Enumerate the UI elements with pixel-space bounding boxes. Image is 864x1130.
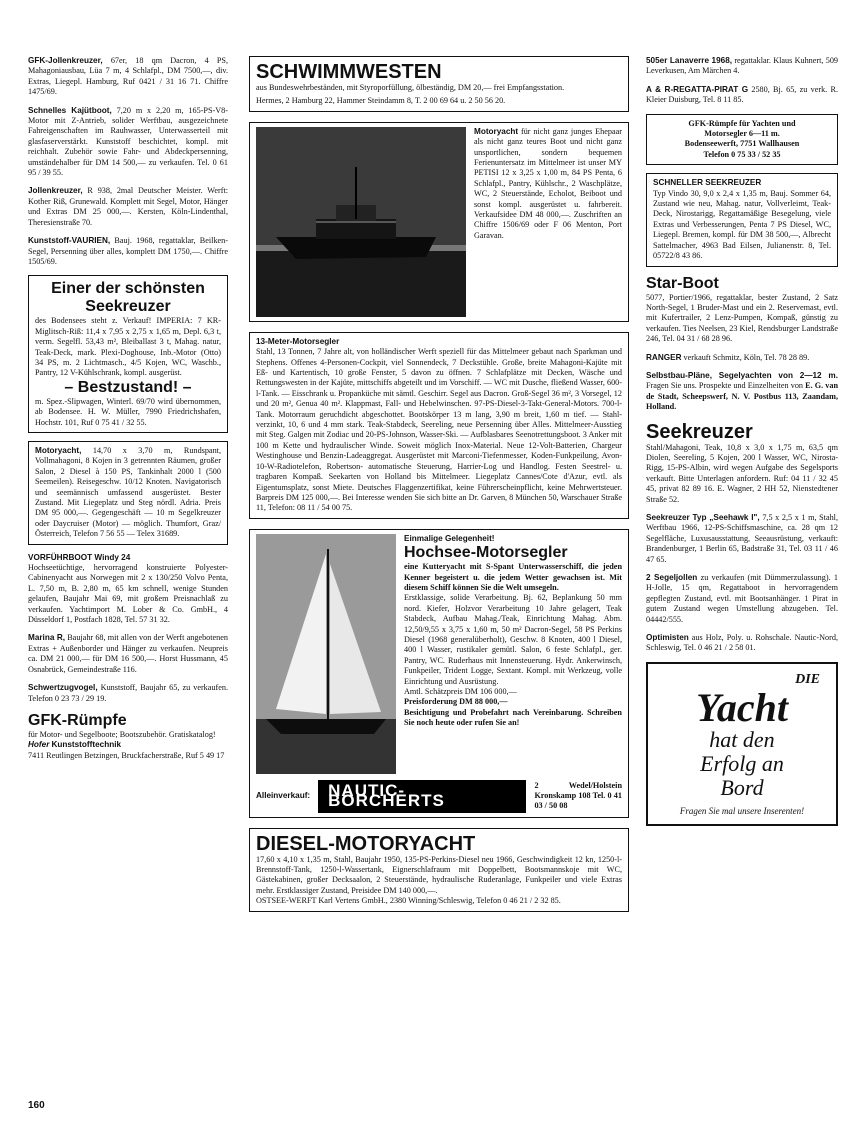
ad-text: 17,60 x 4,10 x 1,35 m, Stahl, Baujahr 1950, 135-PS-Perkins-Diesel neu 1966, Geschwindigkeit 12 kn, 1250-l-Brennstoff-Tank, 1250-l-Wassertank, Eignerschlafraum mit Doppelbett, Bootsmannskoje mit WC, Gästekabinen, großer Decksaalon, 2 Steuerstände, hydraulische Ruderanlage, Funkpeiler und viele Extras mehr. Erstklassiger Zustand, Preisidee DM 140 000,—. bbox=[256, 854, 622, 895]
ad-text: für nicht ganz junges Ehepaar als nicht ganz teures Boot und nicht ganz unsportlichen, sondern bequemen Ferienuntersatz im Mittelmeer ist unser MY PETISI 12 x 3,25 x 1,00 m, 84 PS Penta, 6 Schlafpl., Pantry, Kühlschr., 2 Waschplätze, WC, 2 Steuerstände, Echolot, Beiboot und sonst kompl. ausgerüstet u. fahrbereit. Verkaufsidee DM 48 000,—. Zuschriften an Chiffre 1506/69 oder F 06 Menton, Port Garavan. bbox=[474, 126, 622, 240]
ad-text: m. Spez.-Slipwagen, Winterl. 69/70 wird übernommen, ab Bodensee. H. W. Müller, 7990 Friedrichshafen, Hochstr. 101, Ruf 0 75 41 / 32 55. bbox=[35, 396, 221, 427]
ad-head: SCHNELLER SEEKREUZER bbox=[653, 178, 762, 188]
ad-schoensten-seekreuzer bbox=[28, 275, 228, 433]
ad-text: 2580, Bj. 65, zu verk. R. Kleier Duisburg, Tel. 8 11 85. bbox=[646, 84, 839, 105]
seller-label: Alleinverkauf: bbox=[256, 790, 311, 800]
ad-address: 7411 Reutlingen Betzingen, Bruckfacherstraße, Ruf 5 49 17 bbox=[28, 750, 225, 760]
ad-line: GFK-Rümpfe für Yachten und bbox=[688, 118, 796, 128]
nautic-boerchertslogo: NAUTIC-BÖRCHERTS bbox=[318, 780, 526, 813]
ad-company: E. G. van de Stadt, Scheepswerf, N. V. Postbus 113, Zaandam, Holland. bbox=[646, 381, 838, 412]
ad-contact: OSTSEE-WERFT Karl Vertens GmbH., 2380 Winning/Schleswig, Telefon 0 46 21 / 2 32 85. bbox=[256, 896, 561, 906]
ad-schneller-seekreuzer bbox=[646, 173, 838, 266]
ad-gfk-yacht bbox=[646, 114, 838, 166]
company-name: Kunststofftechnik bbox=[51, 740, 122, 750]
ad-text: R 938, 2mal Deutscher Meister. Werft: Kother Riß, Grunewald. Komplett mit Segel, Motor, Hänger und Extras DM 25 000,—. Kersten, Köln-Lindenthal, Theresienstraße 70. bbox=[28, 186, 228, 227]
ad-head: Kunststoff-VAURIEN, bbox=[28, 236, 111, 246]
motor-yacht-image bbox=[256, 127, 466, 317]
ad-line: Telefon 0 75 33 / 52 35 bbox=[703, 149, 781, 159]
ad-text: 14,70 x 3,70 m, Rundspant, Vollmahagoni, 8 Kojen in 3 getrennten Räumen, großer Salon, 2 Diesel à 150 PS, Tankinhalt 2000 l (500 Seemeilen). Reisegeschw. 10/12 Knoten. Navigatorisch und seemännisch umfassend ausgerüstet. Bester Zustand. Mit Liegeplatz und Steg nördl. Adria. Preis DM 95 000,—. Gegengeschäft — 10 m Segelkreuzer oder Daycruiser (Motor) — möglich. Thumfort, Graz/Österreich, Telefon 7 56 55 — Telex 31689. bbox=[35, 445, 221, 539]
seller-address: 2 Wedel/Holstein Kronskamp 108 Tel. 0 41 03 / 50 08 bbox=[534, 780, 622, 811]
ad-title: DIESEL-MOTORYACHT bbox=[256, 832, 476, 855]
ad-title: Star-Boot bbox=[646, 274, 719, 292]
ad-text: aus Holz, Poly. u. Rohschale. Nautic-Nord, Schleswig, Tel. 0 46 21 / 2 58 01. bbox=[646, 633, 839, 653]
ad-selbstbau bbox=[646, 371, 838, 413]
brand-logo: Hofer bbox=[28, 740, 50, 750]
ad-head: Marina R, bbox=[28, 633, 66, 643]
ad-head: VORFÜHRBOOT Windy 24 bbox=[28, 552, 131, 562]
promo-yacht-wordmark: Yacht bbox=[696, 684, 788, 730]
ad-ranger bbox=[646, 353, 838, 363]
ad-price: Amtl. Schätzpreis DM 106 000,— bbox=[404, 687, 517, 696]
ad-head: 2 Segeljollen bbox=[646, 573, 698, 583]
ad-head: Schwertzugvogel, bbox=[28, 683, 98, 693]
ad-contact: Hermes, 2 Hamburg 22, Hammer Steindamm 8, T. 2 00 69 64 u. 2 50 56 20. bbox=[256, 96, 506, 106]
ad-text: aus Bundeswehrbeständen, mit Styroporfüllung, ölbeständig, DM 20,— frei Empfangsstation. bbox=[256, 83, 565, 92]
ad-schwimmwesten bbox=[249, 56, 629, 112]
ad-text: regattaklar. Klaus Kuhnert, 509 Leverkusen, Am Märchen 4. bbox=[646, 56, 839, 76]
ad-title: Einer der schönsten bbox=[51, 280, 205, 298]
yacht-photo bbox=[256, 127, 466, 317]
die-yacht-promo bbox=[646, 662, 838, 826]
ad-title: Seekreuzer bbox=[646, 420, 753, 443]
ad-optimisten bbox=[646, 633, 838, 654]
ad-gfk-ruempfe bbox=[28, 712, 228, 761]
ad-text: Hochseetüchtige, hervorragend konstruierte Polyester-Cabinenyacht aus Norwegen mit 2 x 130/250 Volvo Penta, L. 7,50 m, B. 2,80 m, 65 km schnell, wenige Stunden gelaufen, Baujahr Mai 69, mit großem Preisnachlaß zu verkaufen. Yachtimport M. Lober & Co. GmbH., 4 Düsseldorf 1, Postfach 1828, Tel. 57 31 32. bbox=[28, 563, 228, 625]
ad-head: A & R-REGATTA-PIRAT G bbox=[646, 84, 749, 94]
ad-head: Schnelles Kajütboot, bbox=[28, 105, 112, 115]
ad-text: Stahl, 13 Tonnen, 7 Jahre alt, von holländischer Werft speziell für das Mittelmeer gebaut nach Sparkman und Stephens. Offenes 4-Personen-Cockpit, viel Sonnendeck, 7 Deckstühle. Große, breite Mahagoni-Kajüte mit Eß- und Kartentisch, 10 große Fenster, 5 davon zu öffnen. 7 Schlafplätze mit Decken, Wäsche und Rettungswesten in der Kajüte, mittschiffs abgeteilt und im Vorschiff. — WC mit Dusche, fließend Wasser, 600-l-Tank. — Eisschrank u. Propanküche mit sämtl. Geschirr. Segel aus Dacron. Groß-Segel 36 m², 3 Vorsegel, 12 und 20 m², Genua 40 m². Klappmast, Fall- und Hebelwinschen. 97-PS-Diesel-3-Takt-General-Motors. 700-l-Tank. Motorraum geruchdicht abgeschottet. Bootskörper 13 m lang, 3,90 m breit, 1,60 m tief. — Stahl-verzinkt, 10, 6 und 4 mm stark. Teak-Stabdeck, Seereling, neue Persenning über Alles. Mittelmeer-Ausstieg mit Steg. Galgen mit Zodiac und 20-PS-Johnson, Wasser-Ski. — Aufblasbares Seenotrettungsboot. 3 Anker mit 100 m Kette und hydraulischer Winde. Soweit möglich Inox-Material. Neue 12-Volt-Batterien, Chargeur Westinghouse und Benzin-Ladeaggregat. Ausgerüstet mit Marconi-Tiefenmesser, Koden-Funkpeilung, Avon-10-W-Radiotelefon, Robertson- automatische Steuerung, Harrier-Log und Handlog. Festen Seestrel- u. tragbaren Kompaß. Seekarten von Holland bis Mittelmeer. Liegeplatz Cannes/Cote d'Azur, evtl. als Eigentumsplatz, sonst Miete. Deutsches Flaggenzertifikat, keine Führerscheinpflicht, keine Mehrwertsteuer. Barpreis DM 125 000,—. Bei Interesse wenden Sie sich bitte an Dr. Garven, 8 München 50, Warschauer Straße 11, Telefon: 08 11 / 54 00 75. bbox=[256, 347, 622, 513]
promo-line: Bord bbox=[720, 774, 764, 800]
ad-kicker: Einmalige Gelegenheit! bbox=[404, 533, 495, 543]
ad-regatta-pirat bbox=[646, 85, 838, 106]
ad-head: Optimisten bbox=[646, 633, 689, 643]
ad-title: GFK-Rümpfe bbox=[28, 711, 127, 729]
ad-head: 13-Meter-Motorsegler bbox=[256, 336, 340, 346]
ad-13-meter-motorsegler bbox=[249, 332, 629, 519]
ad-star-boot bbox=[646, 275, 838, 345]
ad-segeljollen bbox=[646, 573, 838, 625]
ad-text: 7,5 x 2,5 x 1 m, Stahl, Werftbau 1966, 12-PS-Schiffsmaschine, ca. 28 qm 12 Segelfläche, Luxusausstattung, Seeausrüstung, verkauft: Brandenburger, 1 Berlin 65, Badstraße 31, Tel. 03 11 / 46 47 65. bbox=[646, 513, 838, 564]
ad-head: Selbstbau-Pläne, Segelyachten von 2—12 m. bbox=[646, 370, 838, 380]
ad-text: Kunststoff, Baujahr 65, zu verkaufen. Telefon 0 23 73 / 29 19. bbox=[28, 683, 229, 703]
ad-line: Motorsegler 6—11 m. bbox=[704, 129, 780, 139]
ad-title: Seekreuzer bbox=[85, 298, 171, 316]
ad-motoryacht bbox=[28, 441, 228, 545]
ad-head: Seekreuzer Typ „Seehawk I", bbox=[646, 513, 760, 522]
ad-text: 7,20 m x 2,20 m, 165-PS-V8-Motor mit Z-Antrieb, solider Werftbau, ausgezeichnete Fahreigenschaften im Rauhwasser, Unterwasserteil mit glasfaserverstärkt. Kunststoff beschichtet, kompl. mit reichhalt. Zubehör sowie Fahr- und Abdeckpersenning, umständehalber für DM 14 500,— zu verkaufen. Tel. 0 61 95 / 39 55. bbox=[28, 105, 229, 178]
ad-text: für Motor- und Segelboote; Bootszubehör. Gratiskatalog! bbox=[28, 729, 216, 739]
ad-head: 505er Lanaverre 1968, bbox=[646, 56, 733, 65]
ad-schnelles-kajuetboot bbox=[28, 106, 228, 179]
ad-head: GFK-Jollenkreuzer, bbox=[28, 56, 103, 65]
ad-my-petisi bbox=[249, 122, 629, 322]
ad-hochsee-motorsegler bbox=[249, 529, 629, 818]
right-column bbox=[646, 56, 838, 826]
ad-price: Preisforderung DM 88 000,— bbox=[404, 697, 508, 707]
promo-die: DIE bbox=[795, 671, 820, 687]
ad-vorfuehrboot bbox=[28, 553, 228, 626]
ad-title: Hochsee-Motorsegler bbox=[404, 544, 568, 562]
promo-line: hat den bbox=[709, 726, 775, 752]
ad-intro: eine Kutteryacht mit S-Spant Unterwasserschiff, die jeden Kenner begeistert u. die jedem Wetter gewachsen ist. Mit diesem Schiff können Sie die Welt umsegeln. bbox=[404, 562, 622, 592]
ad-vaurien bbox=[28, 236, 228, 267]
page-number: 160 bbox=[28, 1100, 45, 1111]
ad-head: Jollenkreuzer, bbox=[28, 186, 83, 196]
ad-text: des Bodensees steht z. Verkauf! IMPERIA: 7 KR-Miglitsch-Riß: 11,4 x 7,95 x 2,75 x 1,65 m, Depl. 6,3 t, verm. Segelfl. 53,43 m², Bleiballast 3 t, Mahag. natur, Teak-Deck, mark. Plexi-Doghouse, Inb.-Motor (Otto) 34 PS, m. 2 Lichtmasch., 4/5 Kojen, WC, Waschb., Pantry, 12 V-Kühlschrank, kompl. ausgerüst. bbox=[35, 316, 221, 378]
ad-seekreuzer bbox=[646, 421, 838, 505]
ad-outro: Besichtigung und Probefahrt nach Vereinbarung. Schreiben Sie noch heute oder rufen Sie an! bbox=[404, 707, 622, 728]
ad-schwertzugvogel bbox=[28, 683, 228, 704]
sailboat-image bbox=[256, 534, 396, 774]
ad-text: Erstklassige, solide Verarbeitung. Bj. 62, Beplankung 50 mm nord. Kiefer, Holzvor Verarbeitung 10 Jahre gelagert, Teak Stabdeck, Aufbau Mahag./Teak, Einrichtung Mahag. Abm. 12,50/9,55 x 3,75 x 1,60 m, 50 m² Dacron-Segel, 58 PS Perkins Diesel (1968 generalüberholt), Geschw. 8 Knoten, 400 l Diesel, 400 l Wasser, rustikaler gemütl. Salon, 6 feste Schlafpl., ger. Pantry, WC. Ruderhaus mit Innensteuerung. Hydr. Ankerwinsch, Funkpeiler, Trident Logge, Sextant. Kompl. mit Werkzeug, volle Einrichtung und Ausrüstung. bbox=[404, 593, 622, 686]
left-column bbox=[28, 56, 228, 769]
ad-text: Bauj. 1968, regattaklar, Beilken-Segel, Persenning über alles, komplett DM 1750,—. Chiffre 1505/69. bbox=[28, 236, 228, 266]
ad-head: Motoryacht bbox=[474, 126, 519, 136]
ad-jollenkreuzer bbox=[28, 186, 228, 228]
middle-column bbox=[249, 56, 629, 920]
ad-head: RANGER bbox=[646, 352, 682, 362]
ad-text: Stahl/Mahagoni, Teak, 10,8 x 3,0 x 1,75 m, 63,5 qm Diolen, Seereling, 5 Kojen, 200 l Wasser, WC, Nirosta-Rigg, 15-PS-Albin, wird wegen Aufgabe des Segelsports verkauft. Bitte Unterlagen anfordern. Ruf: 04 11 / 32 45 45, privat 82 89 16. E. Wagner, 2 HH 52, Nienstedtener Straße 52. bbox=[646, 442, 838, 504]
ad-marina bbox=[28, 633, 228, 675]
ad-text: Typ Vindo 30, 9,0 x 2,4 x 1,35 m, Bauj. Sommer 64, Zustand wie neu, Mahag. natur, Vollverleimt, Teak-Deck, Nirostarigg, Regattamäßige Besegelung, viele Extras und Verbesserungen, Penta 7 PS Diesel, WC, Liegepl. Bremen, kompl. für DM 38 500,—, Albrecht Sattelmacher, 4963 Bad Eilsen, Julianenstr. 8, Tel. 05722/8 43 86. bbox=[653, 188, 831, 261]
ad-diesel-motoryacht bbox=[249, 828, 629, 912]
ad-seehawk bbox=[646, 513, 838, 565]
ad-text: verkauft Schmitz, Köln, Tel. 78 28 89. bbox=[683, 352, 810, 362]
ad-text: Baujahr 68, mit allen von der Werft angebotenen Extras + Außenborder und Hänger zu verkaufen. Neupreis ca. DM 21 000,— für DM 16 500,—. Horst Hussmann, 45 Osnabrück, Gemeindestraße 116. bbox=[28, 633, 229, 674]
promo-line: Erfolg an bbox=[700, 750, 784, 776]
ad-lanaverre bbox=[646, 56, 838, 77]
ad-title: SCHWIMMWESTEN bbox=[256, 61, 442, 83]
promo-cta: Fragen Sie mal unsere Inserenten! bbox=[679, 805, 805, 816]
ad-text: 67er, 18 qm Dacron, 4 PS, Mahagoniausbau, Lüa 7 m, 4 Schlafpl., DM 7500,—, div. Extras, Liegepl. Hamburg, Ruf 0421 / 31 16 71. Chiffre 1475/69. bbox=[28, 56, 229, 97]
ad-text: Fragen Sie uns. Prospekte und Einzelheiten von bbox=[646, 381, 804, 391]
ad-highlight: – Bestzustand! – bbox=[64, 378, 192, 396]
sailboat-photo bbox=[256, 534, 396, 774]
ad-text: 5077, Portier/1966, regattaklar, bester Zustand, 2 Satz North-Segel, 1 Bruder-Mast und ein 2. Reservemast, evtl. mit Kufertrailer, 2 Lenz-Pumpen, Kompaß, günstig zu verkaufen. Ties Neelsen, 23 Kiel, Rendsburger Landstraße 246, Tel. 04 31 / 68 28 96. bbox=[646, 292, 838, 344]
ad-line: Bodenseewerft, 7751 Wallhausen bbox=[684, 139, 800, 149]
ad-head: Motoryacht, bbox=[35, 445, 82, 455]
ad-gfk-jollenkreuzer bbox=[28, 56, 228, 98]
ad-text: zu verkaufen (mit Dümmerzulassung). 1 H-Jolle, 15 qm, Regattaboot in hervorragendem gepflegten Zustand, evtl. mit Bootsanhänger. 1 Pirat in gutem Zustand wegen Umstellung abzugeben. Tel. 04442/555. bbox=[646, 573, 838, 624]
